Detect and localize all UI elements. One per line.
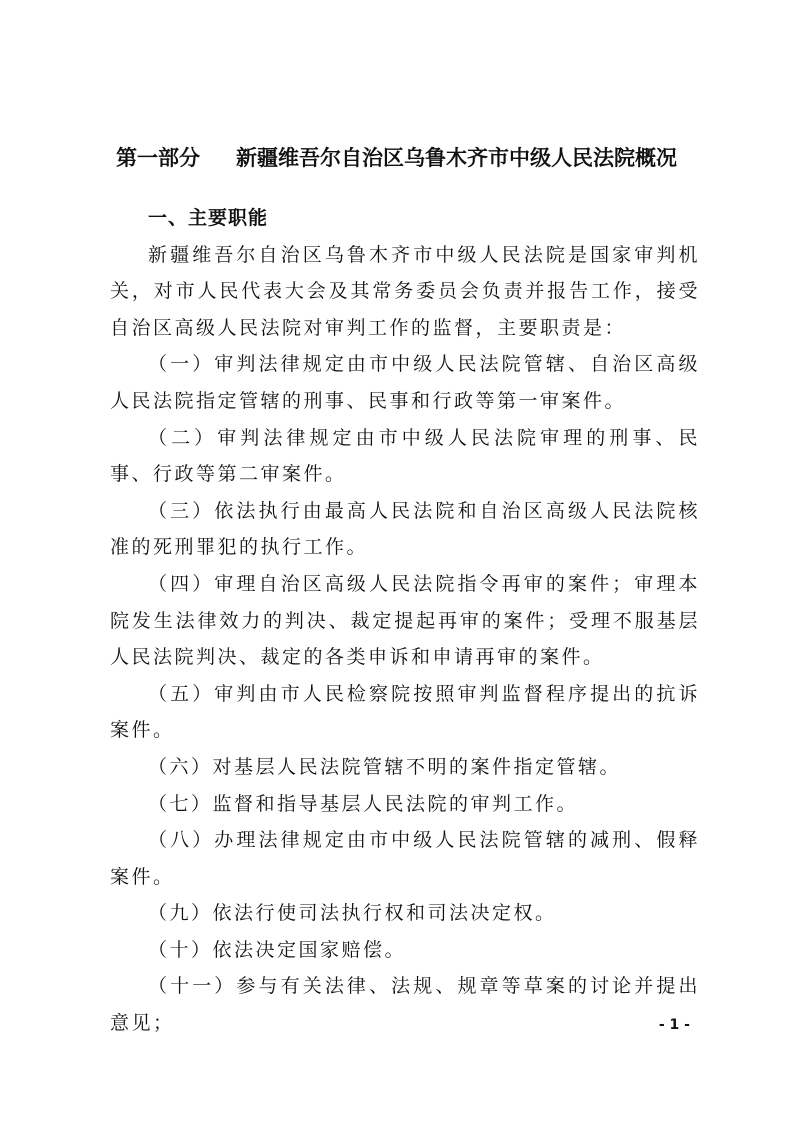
duty-item-8: （八）办理法律规定由市中级人民法院管辖的减刑、假释案件。 xyxy=(110,829,700,888)
intro-paragraph: 新疆维吾尔自治区乌鲁木齐市中级人民法院是国家审判机关，对市人民代表大会及其常务委员会负责并报告工作，接受自治区高级人民法院对审判工作的监督，主要职责是： xyxy=(110,243,700,339)
duty-item-9: （九）依法行使司法执行权和司法决定权。 xyxy=(148,902,557,925)
duty-item-3: （三）依法执行由最高人民法院和自治区高级人民法院核准的死刑罪犯的执行工作。 xyxy=(110,499,700,559)
title-name: 新疆维吾尔自治区乌鲁木齐市中级人民法院概况 xyxy=(236,146,677,170)
duty-item-6: （六）对基层人民法院管辖不明的案件指定管辖。 xyxy=(148,755,622,778)
duty-item-5: （五）审判由市人民检察院按照审判监督程序提出的抗诉案件。 xyxy=(110,682,700,742)
duty-item-2: （二）审判法律规定由市中级人民法院审理的刑事、民事、行政等第二审案件。 xyxy=(110,426,700,486)
title-part: 第一部分 xyxy=(116,146,200,170)
page-number: - 1 - xyxy=(658,1017,690,1033)
duty-item-7: （七）监督和指导基层人民法院的审判工作。 xyxy=(148,792,579,815)
section-heading: 一、主要职能 xyxy=(148,207,269,229)
duty-item-10: （十）依法决定国家赔偿。 xyxy=(148,938,407,961)
duty-item-4: （四）审理自治区高级人民法院指令再审的案件；审理本院发生法律效力的判决、裁定提起再审的案件；受理不服基层人民法院判决、裁定的各类申诉和申请再审的案件。 xyxy=(110,572,700,669)
duty-item-1: （一）审判法律规定由市中级人民法院管辖、自治区高级人民法院指定管辖的刑事、民事和行政等第一审案件。 xyxy=(110,353,700,412)
document-body xyxy=(110,200,700,1042)
page-title xyxy=(0,142,793,172)
duty-item-11: （十一）参与有关法律、法规、规章等草案的讨论并提出意见； xyxy=(110,975,700,1035)
